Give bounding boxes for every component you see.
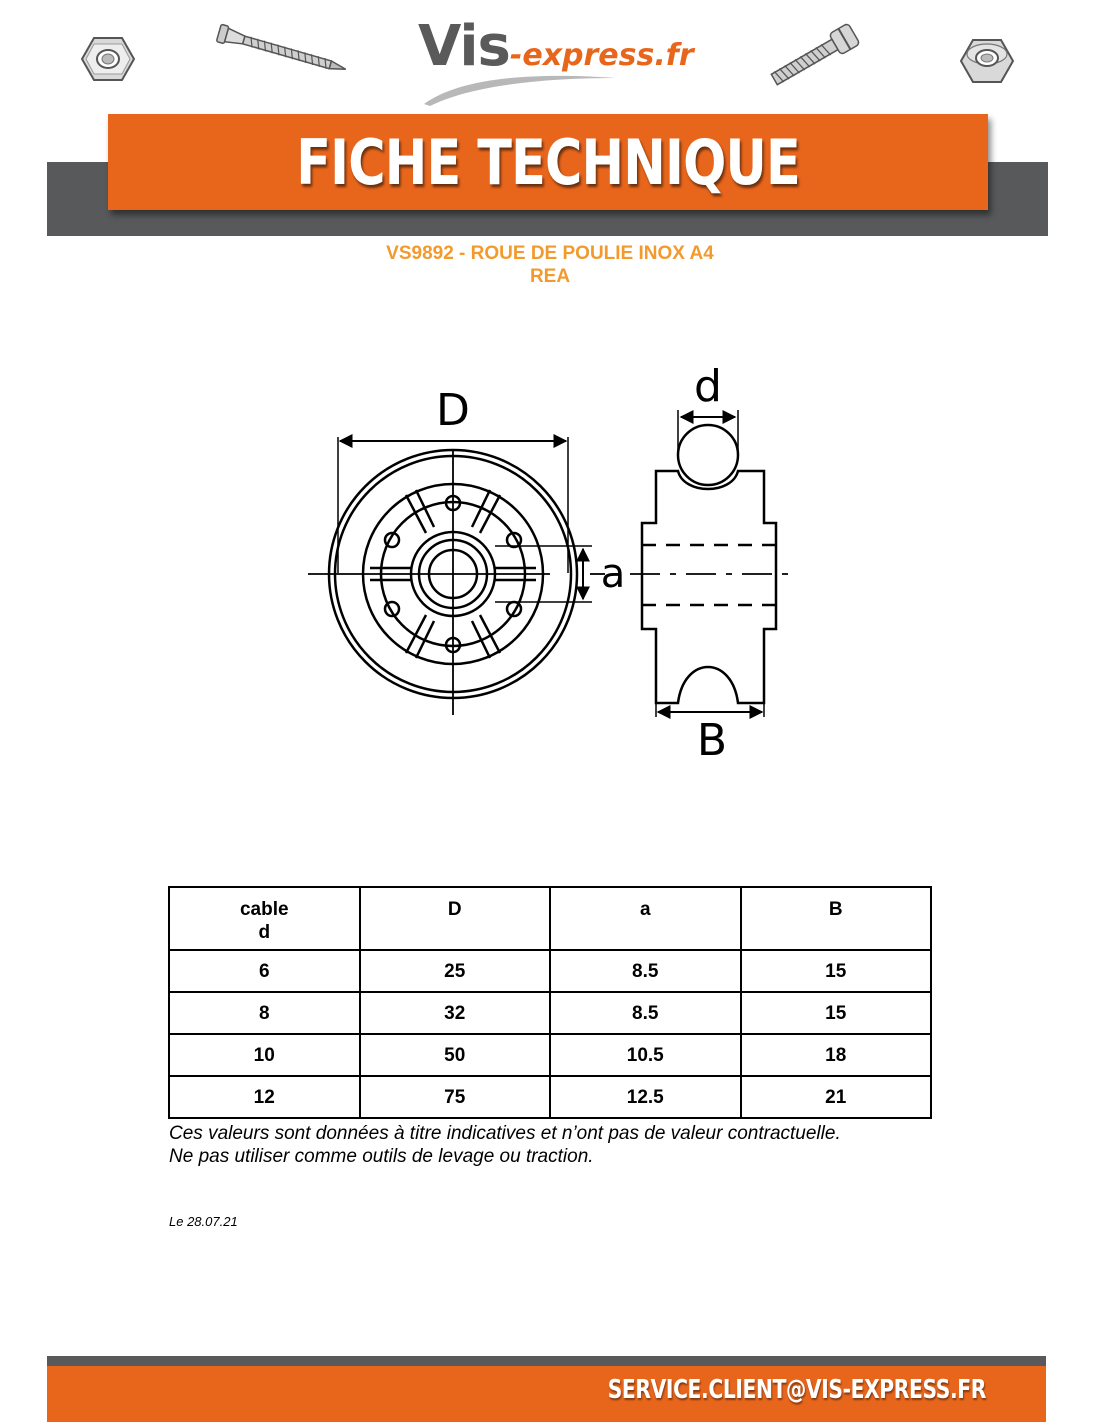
table-row bbox=[169, 1076, 931, 1118]
side-view bbox=[630, 410, 790, 717]
banner-title: FICHE TECHNIQUE bbox=[296, 125, 800, 199]
table-cell: 8.5 bbox=[550, 992, 741, 1034]
column-header-D: D bbox=[360, 887, 551, 950]
table-row bbox=[169, 1034, 931, 1076]
column-header-a: a bbox=[550, 887, 741, 950]
table-cell: 75 bbox=[360, 1076, 551, 1118]
dimension-label-B: B bbox=[696, 715, 728, 766]
document-date: Le 28.07.21 bbox=[169, 1214, 238, 1229]
disclaimer-note bbox=[169, 1122, 969, 1168]
dimension-label-d: d bbox=[694, 361, 722, 412]
product-title-line2: REA bbox=[529, 266, 571, 287]
dimensions-table bbox=[168, 886, 932, 1119]
column-header-cable: cable d bbox=[169, 887, 360, 950]
table-cell: 8 bbox=[169, 992, 360, 1034]
logo-vis: Vis bbox=[418, 14, 510, 79]
table-cell: 6 bbox=[169, 950, 360, 992]
page-header bbox=[0, 0, 1100, 240]
footer-banner bbox=[47, 1366, 1046, 1422]
table-cell: 15 bbox=[741, 950, 932, 992]
lock-nut-icon bbox=[958, 34, 1016, 86]
logo-suffix: -express.fr bbox=[509, 38, 694, 73]
pulley-technical-drawing bbox=[300, 355, 820, 775]
customer-service-email[interactable]: SERVICE.CLIENT@VIS-EXPRESS.FR bbox=[607, 1375, 986, 1405]
disclaimer-line1: Ces valeurs sont données à titre indicatives et n’ont pas de valeur contractuelle. bbox=[169, 1123, 841, 1144]
table-row bbox=[169, 950, 931, 992]
wood-screw-icon bbox=[212, 22, 352, 82]
table-cell: 21 bbox=[741, 1076, 932, 1118]
machine-screw-icon bbox=[760, 20, 870, 92]
product-title-line1: VS9892 - ROUE DE POULIE INOX A4 bbox=[386, 243, 714, 264]
table-cell: 25 bbox=[360, 950, 551, 992]
table-cell: 10 bbox=[169, 1034, 360, 1076]
table-cell: 18 bbox=[741, 1034, 932, 1076]
logo-swoosh-icon bbox=[420, 68, 620, 108]
dimension-label-D: D bbox=[436, 385, 470, 436]
table-cell: 50 bbox=[360, 1034, 551, 1076]
table-cell: 32 bbox=[360, 992, 551, 1034]
column-header-B: B bbox=[741, 887, 932, 950]
table-header-row bbox=[169, 887, 931, 950]
front-view bbox=[308, 437, 605, 715]
table-cell: 15 bbox=[741, 992, 932, 1034]
table-cell: 12 bbox=[169, 1076, 360, 1118]
footer-grey-band bbox=[47, 1356, 1046, 1366]
dimension-label-a: a bbox=[600, 551, 626, 597]
table-cell: 12.5 bbox=[550, 1076, 741, 1118]
table-cell: 8.5 bbox=[550, 950, 741, 992]
disclaimer-line2: Ne pas utiliser comme outils de levage ou traction. bbox=[169, 1146, 594, 1167]
table-cell: 10.5 bbox=[550, 1034, 741, 1076]
header-banner bbox=[108, 114, 988, 210]
vis-express-logo bbox=[400, 8, 700, 103]
product-title bbox=[0, 242, 1100, 288]
hex-nut-icon bbox=[80, 34, 136, 84]
table-row bbox=[169, 992, 931, 1034]
